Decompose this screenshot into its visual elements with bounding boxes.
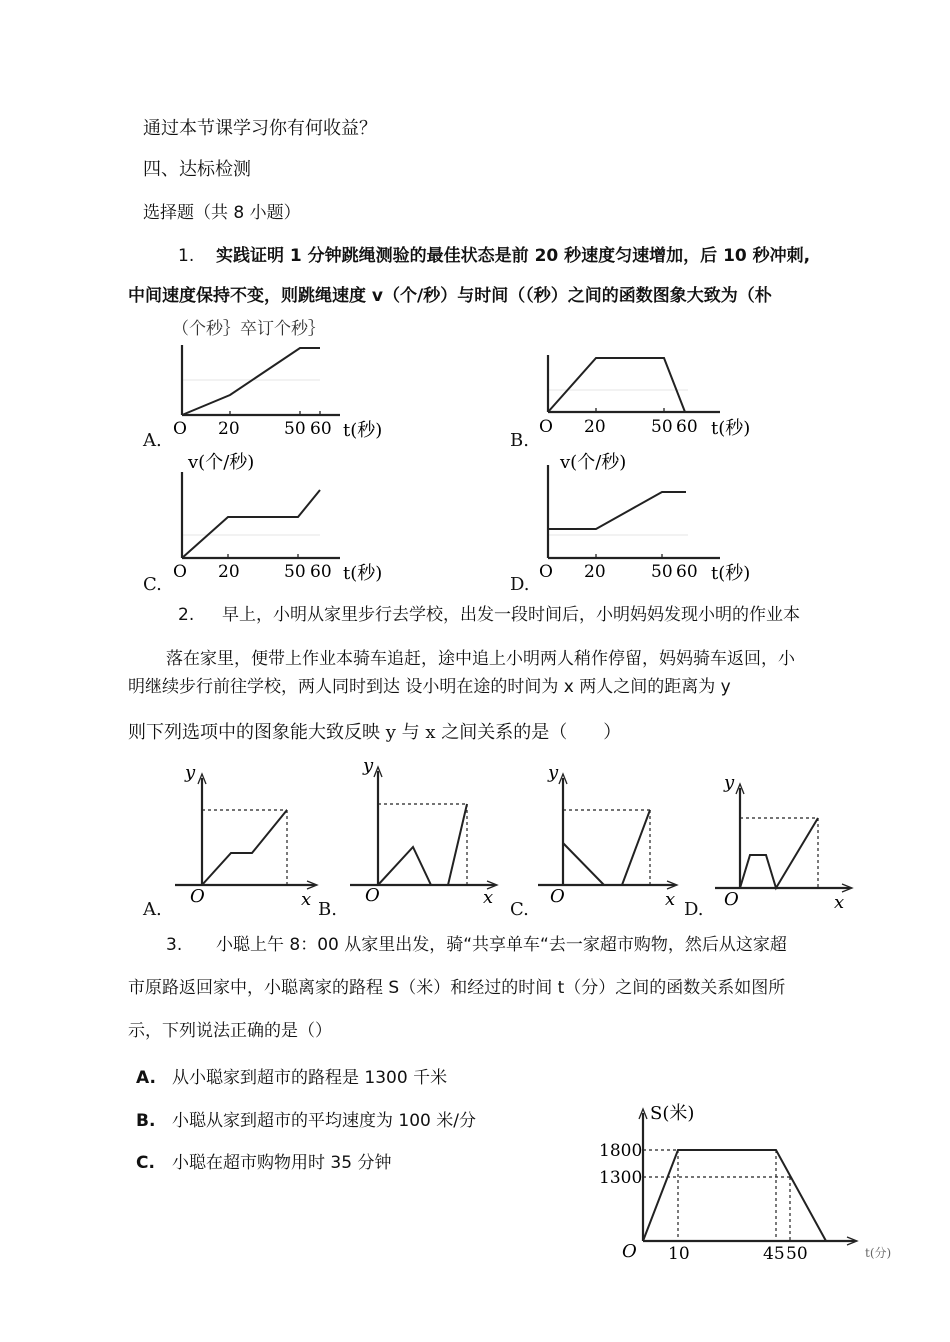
q1d-t-axis: t(秒) bbox=[711, 563, 751, 584]
q2a-y-axis: y bbox=[185, 762, 196, 783]
q1a-origin: O bbox=[173, 419, 187, 439]
q1-line1: 实践证明 1 分钟跳绳测验的最佳状态是前 20 秒速度匀速增加，后 10 秒冲刺, bbox=[216, 246, 811, 266]
q1b-tick-20: 20 bbox=[584, 417, 606, 437]
q1-graph-a bbox=[140, 340, 400, 450]
q1-option-c: C. bbox=[143, 574, 162, 595]
q2b-origin: O bbox=[365, 885, 380, 906]
q1-graph-c bbox=[140, 450, 400, 590]
q1-line2: 中间速度保持不变，则跳绳速度 v（个/秒）与时间（（秒）之间的函数图象大致为（朴 bbox=[128, 286, 772, 306]
q2d-origin: O bbox=[724, 889, 739, 910]
q3-graph bbox=[590, 1095, 910, 1275]
q1c-origin: O bbox=[173, 562, 187, 582]
q2c-y-axis: y bbox=[548, 762, 559, 783]
q3-x-10: 10 bbox=[668, 1244, 690, 1264]
q3-choice-b-text: 小聪从家到超市的平均速度为 100 米/分 bbox=[172, 1111, 476, 1131]
q2-option-d: D. bbox=[684, 899, 704, 920]
q1c-tick-20: 20 bbox=[218, 562, 240, 582]
question-type-heading: 选择题（共 8 小题） bbox=[143, 203, 301, 223]
q2-graph-d bbox=[710, 770, 870, 920]
section-heading: 四、达标检测 bbox=[143, 159, 251, 180]
q1c-tick-60: 60 bbox=[310, 562, 332, 582]
q1d-origin: O bbox=[539, 562, 553, 582]
q2d-y-axis: y bbox=[724, 772, 735, 793]
q1-option-a: A. bbox=[143, 430, 162, 451]
reflection-prompt: 通过本节课学习你有何收益？ bbox=[143, 118, 377, 139]
q2-graph-c bbox=[520, 760, 680, 910]
q1-option-b: B. bbox=[510, 430, 529, 451]
q3-number: 3. bbox=[166, 935, 183, 955]
q1a-tick-60: 60 bbox=[310, 419, 332, 439]
q3-y-1800: 1800 bbox=[599, 1141, 643, 1161]
q3-x-50: 50 bbox=[786, 1244, 808, 1264]
q1b-origin: O bbox=[539, 417, 553, 437]
q1b-tick-60: 60 bbox=[676, 417, 698, 437]
q1d-tick-50: 50 bbox=[651, 562, 673, 582]
q2-line2: 落在家里，便带上作业本骑车追赶，途中追上小明两人稍作停留，妈妈骑车返回，小 bbox=[166, 649, 795, 669]
q1-option-d: D. bbox=[510, 574, 530, 595]
q1d-v-axis: v(个/秒) bbox=[560, 452, 627, 473]
q3-choice-c-text: 小聪在超市购物用时 35 分钟 bbox=[172, 1153, 392, 1173]
q2-number: 2. bbox=[178, 605, 195, 625]
q2-option-b: B. bbox=[318, 899, 337, 920]
q2-option-c: C. bbox=[510, 899, 529, 920]
q2-line4: 则下列选项中的图象能大致反映 y 与 x 之间关系的是（ ） bbox=[128, 722, 622, 743]
q3-choice-c-letter: C. bbox=[136, 1153, 155, 1173]
q2a-origin: O bbox=[190, 886, 205, 907]
q2d-x-axis: x bbox=[834, 892, 845, 913]
q2a-x-axis: x bbox=[301, 889, 312, 910]
q3-line2: 市原路返回家中，小聪离家的路程 S（米）和经过的时间 t（分）之间的函数关系如图所 bbox=[128, 978, 786, 998]
q3-t-axis: t(分) bbox=[865, 1246, 892, 1260]
q2b-x-axis: x bbox=[483, 887, 494, 908]
q1c-v-axis: v(个/秒) bbox=[188, 452, 255, 473]
q2-graph-b bbox=[345, 755, 505, 908]
q3-choice-a-letter: A. bbox=[136, 1068, 156, 1088]
q3-x-45: 45 bbox=[763, 1244, 785, 1264]
q1-graph-b bbox=[508, 340, 768, 450]
q3-s-axis: S(米) bbox=[650, 1103, 695, 1124]
q1-graph-d bbox=[508, 450, 768, 590]
q3-line1: 小聪上午 8：00 从家里出发，骑“共享单车“去一家超市购物，然后从这家超 bbox=[216, 935, 787, 955]
q1a-tick-20: 20 bbox=[218, 419, 240, 439]
q2-graph-a bbox=[165, 760, 325, 910]
q1-number: 1. bbox=[178, 246, 195, 266]
q2-line3-cropped: 明继续步行前往学校，两人同时到达 设小明在途的时间为 x 两人之间的距离为 y bbox=[128, 677, 731, 697]
q2-option-a: A. bbox=[143, 899, 162, 920]
q1c-t-axis: t(秒) bbox=[343, 563, 383, 584]
q2-line1: 早上，小明从家里步行去学校，出发一段时间后，小明妈妈发现小明的作业本 bbox=[222, 605, 800, 625]
q3-choice-b-letter: B. bbox=[136, 1111, 156, 1131]
q3-line3: 示，下列说法正确的是（） bbox=[128, 1021, 332, 1041]
q3-y-1300: 1300 bbox=[599, 1168, 643, 1188]
q1a-tick-50: 50 bbox=[284, 419, 306, 439]
q1b-t-axis: t(秒) bbox=[711, 418, 751, 439]
q1d-tick-60: 60 bbox=[676, 562, 698, 582]
q2c-x-axis: x bbox=[665, 889, 676, 910]
q1d-tick-20: 20 bbox=[584, 562, 606, 582]
q2c-origin: O bbox=[550, 886, 565, 907]
q1b-tick-50: 50 bbox=[651, 417, 673, 437]
q1c-tick-50: 50 bbox=[284, 562, 306, 582]
q1-line3: （个秒｝卒订个秒｝ bbox=[172, 319, 325, 339]
q2b-y-axis: y bbox=[363, 755, 374, 776]
q3-choice-a-text: 从小聪家到超市的路程是 1300 千米 bbox=[172, 1068, 448, 1088]
q1a-t-axis: t(秒) bbox=[343, 420, 383, 441]
q3-origin: O bbox=[622, 1241, 637, 1262]
